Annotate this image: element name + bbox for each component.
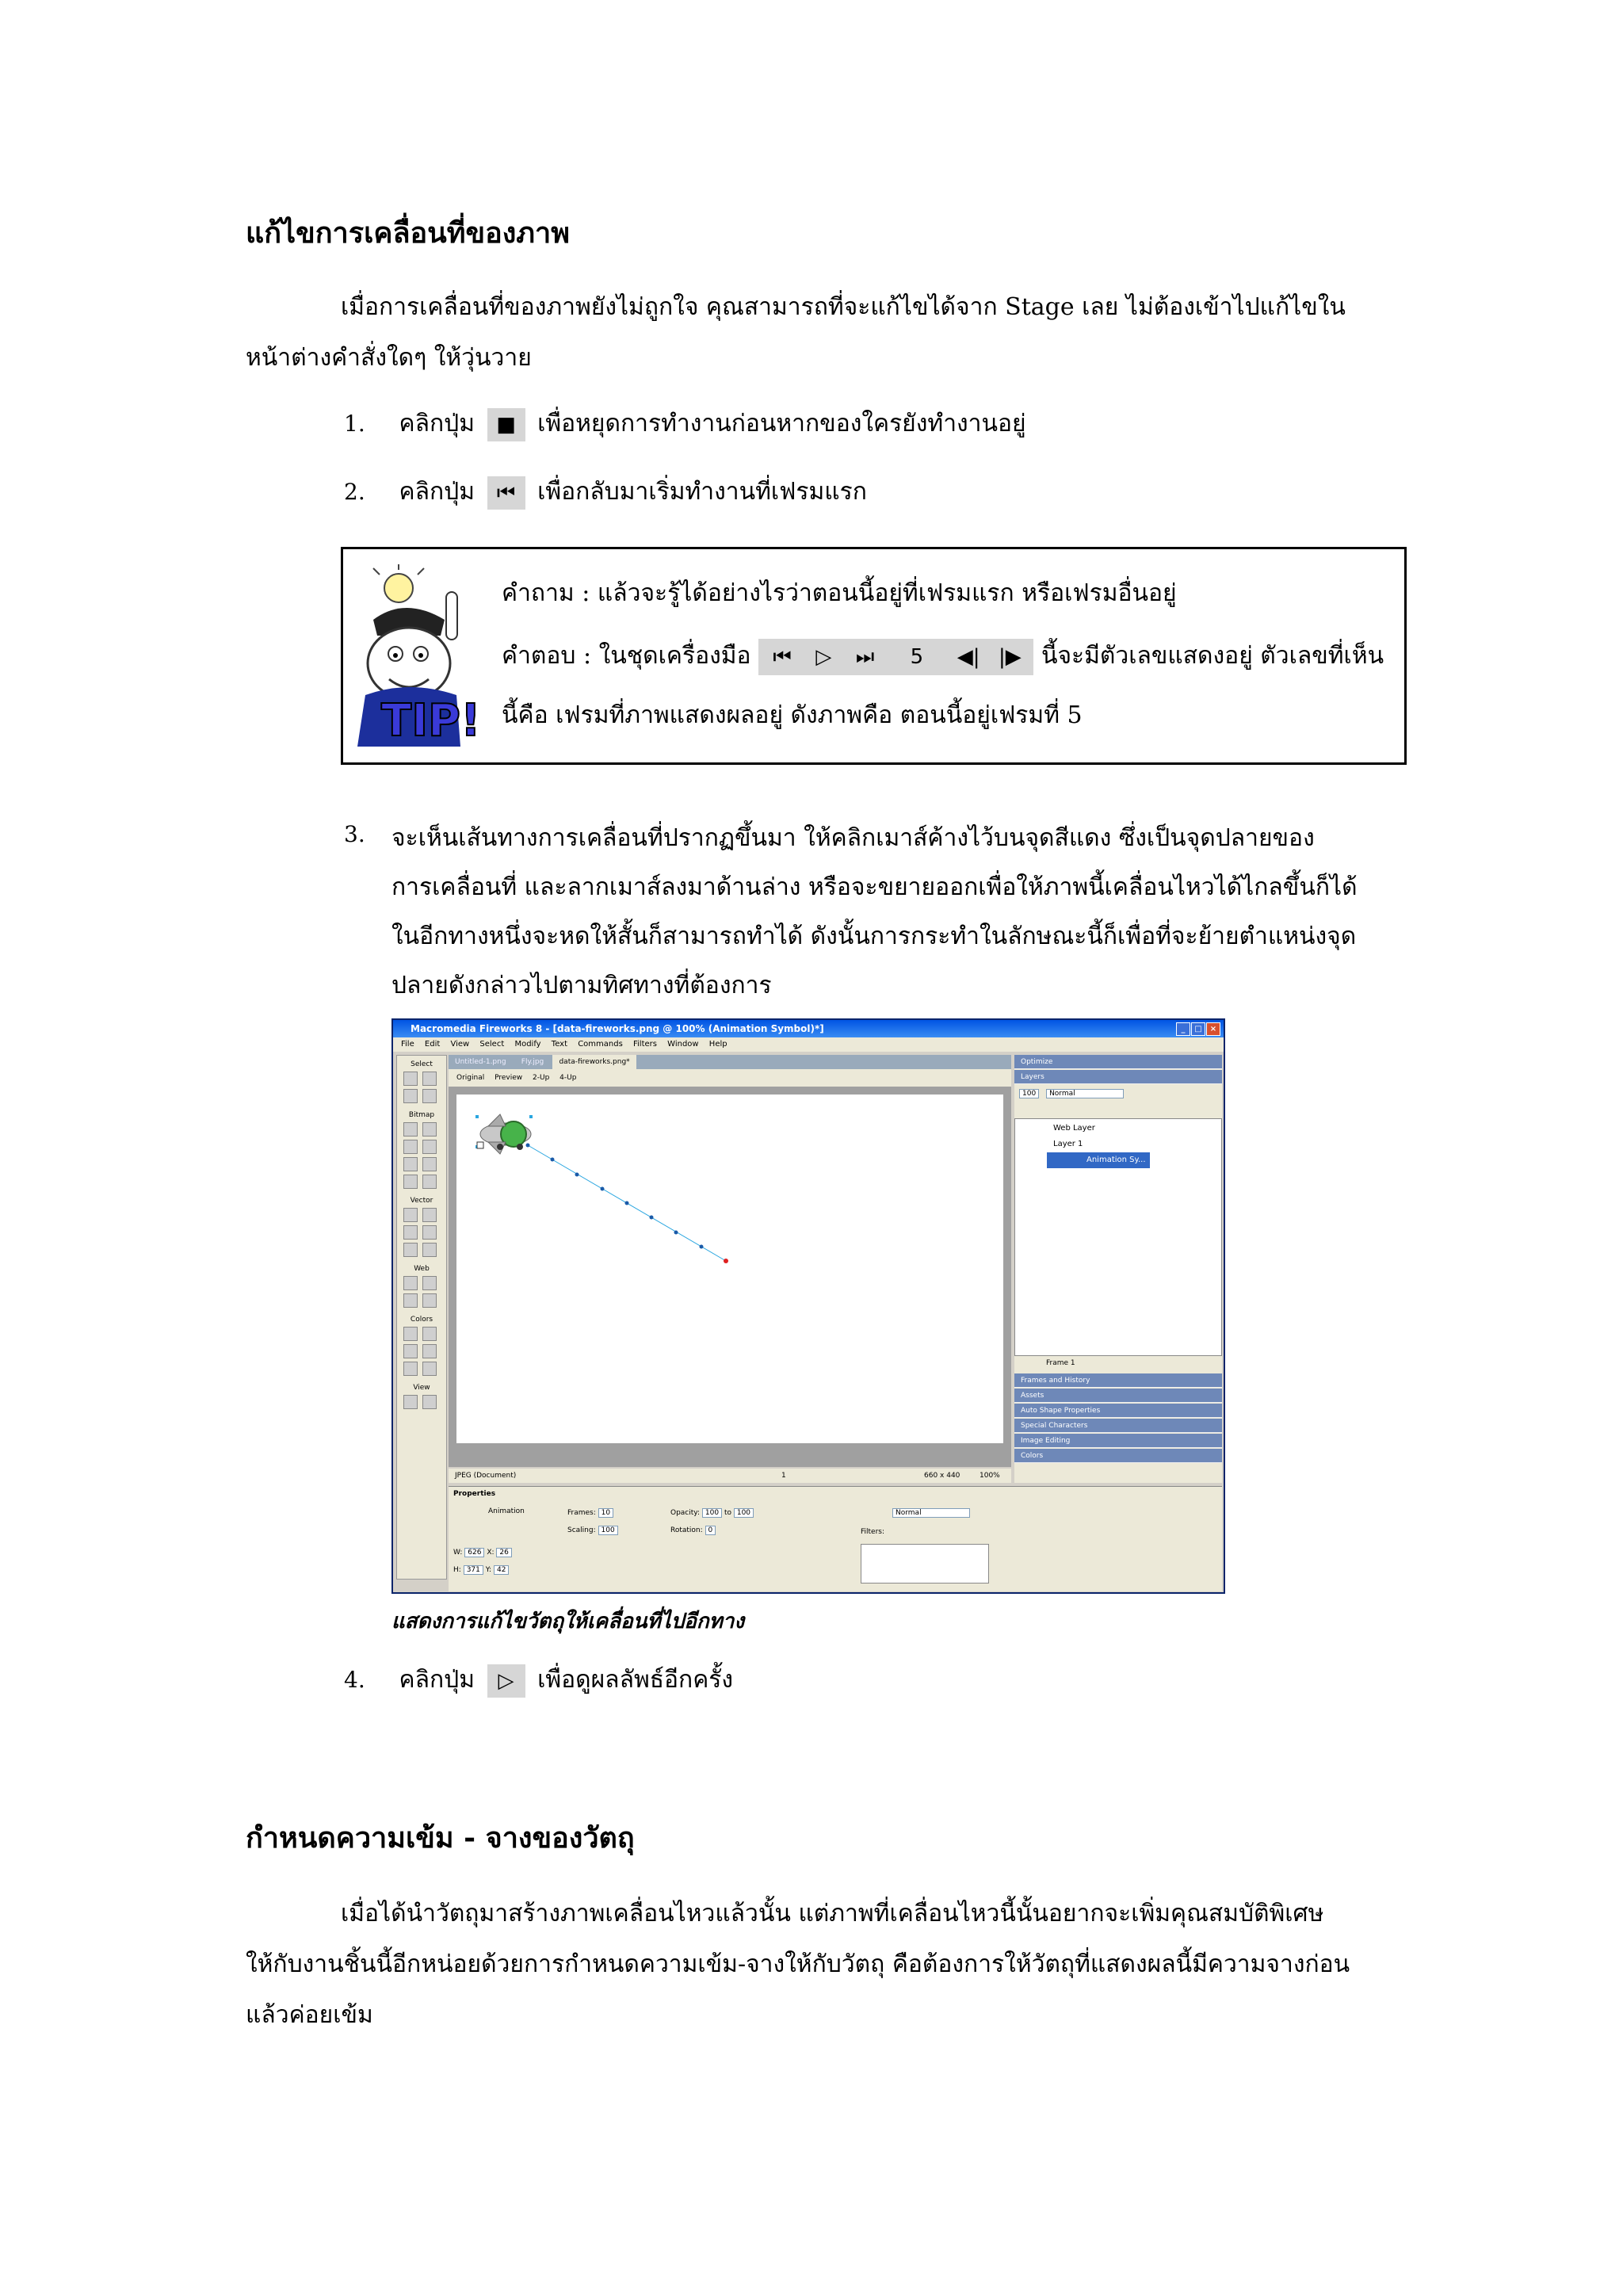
play-icon: ▷ <box>487 1664 525 1698</box>
file-type: JPEG (Document) <box>455 1472 517 1480</box>
fireworks-screenshot <box>391 1018 1225 1594</box>
section2-line-2: ให้กับงานชิ้นนี้อีกหน่อยด้วยการกำหนดความเข้ม-จางให้กับวัตถุ คือต้องการให้วัตถุที่แสดงผลนี้มีความจางก่อน <box>246 1950 1350 1978</box>
properties-panel <box>449 1486 1222 1591</box>
window-titlebar <box>393 1020 1224 1037</box>
to-label: to <box>724 1509 731 1517</box>
canvas-area <box>449 1087 1011 1467</box>
step-3-line-3: ในอีกทางหนึ่งจะหดให้สั้นก็สามารถทำได้ ดังนั้นการกระทำในลักษณะนี้ก็เพื่อที่จะย้ายตำแหน่งจุด <box>391 923 1357 950</box>
section2-line-3: แล้วค่อยเข้ม <box>246 2001 373 2029</box>
tools-bitmap-label: Bitmap <box>408 1111 435 1119</box>
w-x-fields <box>453 1547 512 1558</box>
tip-cartoon-icon <box>349 560 484 751</box>
tip-badge: TIP! <box>381 695 481 747</box>
filters-label: Filters: <box>861 1528 885 1536</box>
view-4up: 4-Up <box>559 1074 577 1082</box>
freeform-tool-icon <box>403 1243 418 1257</box>
w-value: 626 <box>464 1548 484 1557</box>
intro-line-1: เมื่อการเคลื่อนที่ของภาพยังไม่ถูกใจ คุณสามารถที่จะแก้ไขได้จาก Stage เลย ไม่ต้องเข้าไปแก้ไขใน <box>341 293 1346 321</box>
hand-tool-icon <box>403 1395 418 1409</box>
scale-tool-icon <box>403 1089 418 1103</box>
swap-colors-icon <box>422 1362 437 1376</box>
layer-blend-mode: Normal <box>1046 1089 1124 1098</box>
menu-text: Text <box>551 1040 568 1049</box>
frames-value: 10 <box>598 1508 613 1518</box>
hide-slices-icon <box>403 1293 418 1308</box>
panel-colors: Colors <box>1014 1449 1222 1463</box>
menu-edit: Edit <box>424 1040 441 1049</box>
eraser-tool-icon <box>422 1157 437 1171</box>
rotation-field <box>670 1525 716 1536</box>
prev-frame-icon: ◀| <box>957 645 980 669</box>
window-title: Macromedia Fireworks 8 - [data-fireworks.png @ 100% (Animation Symbol)*] <box>411 1023 824 1034</box>
blend-field <box>892 1507 970 1519</box>
scaling-label: Scaling: <box>567 1526 596 1534</box>
object-type: Animation <box>488 1507 525 1515</box>
rewind-icon: ⏮ <box>487 476 525 510</box>
rotation-label: Rotation: <box>670 1526 703 1534</box>
canvas-size: 660 x 440 <box>924 1472 960 1480</box>
zoom-tool-icon <box>422 1395 437 1409</box>
step-text: เพื่อดูผลลัพธ์อีกครั้ง <box>537 1666 734 1694</box>
tip-answer-line-2: นี้คือ เฟรมที่ภาพแสดงผลอยู่ ดังภาพคือ ตอนนี้อยู่เฟรมที่ 5 <box>502 701 1083 729</box>
menu-help: Help <box>708 1040 727 1049</box>
figure-caption: แสดงการแก้ไขวัตถุให้เคลื่อนที่ไปอีกทาง <box>391 1610 745 1633</box>
section-heading-opacity: กำหนดความเข้ม - จางของวัตถุ <box>246 1821 635 1855</box>
minimize-icon: _ <box>1176 1022 1190 1036</box>
frames-label: Frames: <box>567 1509 596 1517</box>
opacity-label: Opacity: <box>670 1509 700 1517</box>
pen-tool-icon <box>422 1208 437 1222</box>
animation-symbol-object: Animation Sy... <box>1047 1152 1150 1168</box>
doc-tab: Untitled-1.png <box>455 1058 506 1066</box>
subselect-tool-icon <box>422 1072 437 1086</box>
line-tool-icon <box>403 1208 418 1222</box>
w-label: W: <box>453 1549 463 1557</box>
tools-vector-label: Vector <box>410 1197 433 1205</box>
blend-mode: Normal <box>892 1508 970 1518</box>
maximize-icon: □ <box>1191 1022 1205 1036</box>
status-frame: 1 <box>781 1472 786 1480</box>
play-icon: ▷ <box>815 645 832 669</box>
doc-tab-active: data-fireworks.png* <box>552 1055 636 1069</box>
opacity-field <box>670 1507 754 1519</box>
panel-optimize: Optimize <box>1014 1055 1222 1069</box>
opacity-to: 100 <box>734 1508 754 1518</box>
view-original: Original <box>456 1074 485 1082</box>
opacity-from: 100 <box>702 1508 722 1518</box>
tip-answer-text: คำตอบ : ในชุดเครื่องมือ <box>502 642 751 670</box>
y-label: Y: <box>485 1566 492 1574</box>
panel-image-editing: Image Editing <box>1014 1434 1222 1448</box>
airplane-icon <box>480 1114 531 1154</box>
close-icon: × <box>1206 1022 1220 1036</box>
tip-box <box>341 547 1407 765</box>
fill-color-icon <box>422 1344 437 1358</box>
layers-opacity <box>1019 1088 1124 1099</box>
menu-file: File <box>401 1040 414 1049</box>
next-frame-icon: |▶ <box>999 645 1022 669</box>
stamp-tool-icon <box>422 1175 437 1189</box>
doc-tab: Fly.jpg <box>521 1058 544 1066</box>
right-panels <box>1014 1055 1222 1483</box>
wand-tool-icon <box>403 1140 418 1154</box>
document-tabs <box>449 1055 1011 1069</box>
crop-tool-icon <box>422 1089 437 1103</box>
frame-label: Frame 1 <box>1046 1359 1075 1367</box>
tools-panel <box>396 1055 447 1580</box>
pencil-tool-icon <box>403 1157 418 1171</box>
stop-icon: ■ <box>487 408 525 441</box>
scaling-value: 100 <box>598 1526 618 1535</box>
step-1 <box>344 408 1026 441</box>
document-canvas <box>456 1095 1003 1443</box>
frame-number: 5 <box>910 645 924 669</box>
x-value: 26 <box>496 1548 511 1557</box>
rotation-value: 0 <box>705 1526 716 1535</box>
default-colors-icon <box>403 1362 418 1376</box>
show-slices-icon <box>422 1293 437 1308</box>
text-tool-icon <box>422 1225 437 1240</box>
intro-line-2: หน้าต่างคำสั่งใดๆ ให้วุ่นวาย <box>246 344 532 372</box>
step-3-line-1: จะเห็นเส้นทางการเคลื่อนที่ปรากฏขึ้นมา ให้คลิกเมาส์ค้างไว้บนจุดสีแดง ซึ่งเป็นจุดปลายของ <box>391 824 1315 852</box>
motion-endpoint <box>724 1259 728 1263</box>
status-bar <box>449 1469 1011 1483</box>
tip-answer <box>502 636 1384 676</box>
step-3-line-4: ปลายดังกล่าวไปตามทิศทางที่ต้องการ <box>391 972 772 999</box>
menu-window: Window <box>667 1040 699 1049</box>
stroke-color-icon <box>403 1344 418 1358</box>
tools-web-label: Web <box>414 1265 430 1273</box>
step-2 <box>344 476 867 510</box>
properties-title: Properties <box>453 1490 496 1498</box>
brush-tool-icon <box>422 1140 437 1154</box>
step-text: คลิกปุ่ม <box>399 478 475 506</box>
blur-tool-icon <box>403 1175 418 1189</box>
menu-filters: Filters <box>633 1040 657 1049</box>
x-label: X: <box>487 1549 495 1557</box>
menu-select: Select <box>479 1040 505 1049</box>
hotspot-tool-icon <box>403 1276 418 1290</box>
panel-auto-shape: Auto Shape Properties <box>1014 1404 1222 1418</box>
scaling-field <box>567 1525 618 1536</box>
panel-frames-history: Frames and History <box>1014 1373 1222 1388</box>
view-mode-bar <box>449 1069 1011 1087</box>
zoom-level: 100% <box>980 1472 1000 1480</box>
lasso-tool-icon <box>422 1122 437 1137</box>
frame-control-toolbar <box>758 639 1033 675</box>
slice-tool-icon <box>422 1276 437 1290</box>
menu-view: View <box>450 1040 470 1049</box>
panel-special-characters: Special Characters <box>1014 1419 1222 1433</box>
step-text: เพื่อหยุดการทำงานก่อนหากของใครยังทำงานอยู่ <box>537 410 1026 437</box>
tools-select-label: Select <box>411 1060 433 1068</box>
step-number: 2. <box>344 479 365 505</box>
web-layer: Web Layer <box>1053 1124 1095 1133</box>
view-2up: 2-Up <box>533 1074 550 1082</box>
tools-colors-label: Colors <box>410 1316 433 1324</box>
menu-modify: Modify <box>514 1040 541 1049</box>
last-frame-icon: ⏭ <box>855 645 875 669</box>
menu-bar <box>393 1037 1224 1052</box>
section-heading-edit-motion: แก้ไขการเคลื่อนที่ของภาพ <box>246 216 570 250</box>
step-number: 1. <box>344 411 365 437</box>
view-preview: Preview <box>495 1074 523 1082</box>
h-label: H: <box>453 1566 461 1574</box>
layer-1: Layer 1 <box>1053 1140 1083 1148</box>
frames-field <box>567 1507 613 1519</box>
step-text: เพื่อกลับมาเริ่มทำงานที่เฟรมแรก <box>537 478 867 506</box>
layers-list <box>1014 1118 1222 1356</box>
step-4 <box>344 1664 733 1698</box>
step-number: 4. <box>344 1667 365 1693</box>
h-value: 371 <box>464 1565 483 1575</box>
eyedropper-tool-icon <box>403 1327 418 1341</box>
menu-commands: Commands <box>578 1040 623 1049</box>
y-value: 42 <box>494 1565 509 1575</box>
first-frame-icon: ⏮ <box>773 645 792 669</box>
rectangle-tool-icon <box>403 1225 418 1240</box>
h-y-fields <box>453 1564 509 1576</box>
tools-view-label: View <box>413 1384 430 1392</box>
layer-opacity-value: 100 <box>1019 1089 1039 1098</box>
pointer-tool-icon <box>403 1072 418 1086</box>
tip-answer-text: นี้จะมีตัวเลขแสดงอยู่ ตัวเลขที่เห็น <box>1041 642 1384 670</box>
marquee-tool-icon <box>403 1122 418 1137</box>
knife-tool-icon <box>422 1243 437 1257</box>
step-3-line-2: การเคลื่อนที่ และลากเมาส์ลงมาด้านล่าง หรือจะขยายออกเพื่อให้ภาพนี้เคลื่อนไหวได้ไกลขึ้นก็ได้ <box>391 873 1358 901</box>
step-text: คลิกปุ่ม <box>399 1666 475 1694</box>
bucket-tool-icon <box>422 1327 437 1341</box>
step-number: 3. <box>344 821 365 847</box>
panel-layers: Layers <box>1014 1070 1222 1084</box>
tip-question: คำถาม : แล้วจะรู้ได้อย่างไรว่าตอนนี้อยู่ที่เฟรมแรก หรือเฟรมอื่นอยู่ <box>502 579 1177 607</box>
step-text: คลิกปุ่ม <box>399 410 475 437</box>
section2-line-1: เมื่อได้นำวัตถุมาสร้างภาพเคลื่อนไหวแล้วนั้น แต่ภาพที่เคลื่อนไหวนี้นั้นอยากจะเพิ่มคุณสมบัติพิเศษ <box>341 1900 1324 1927</box>
filters-list <box>861 1544 989 1584</box>
panel-assets: Assets <box>1014 1389 1222 1403</box>
